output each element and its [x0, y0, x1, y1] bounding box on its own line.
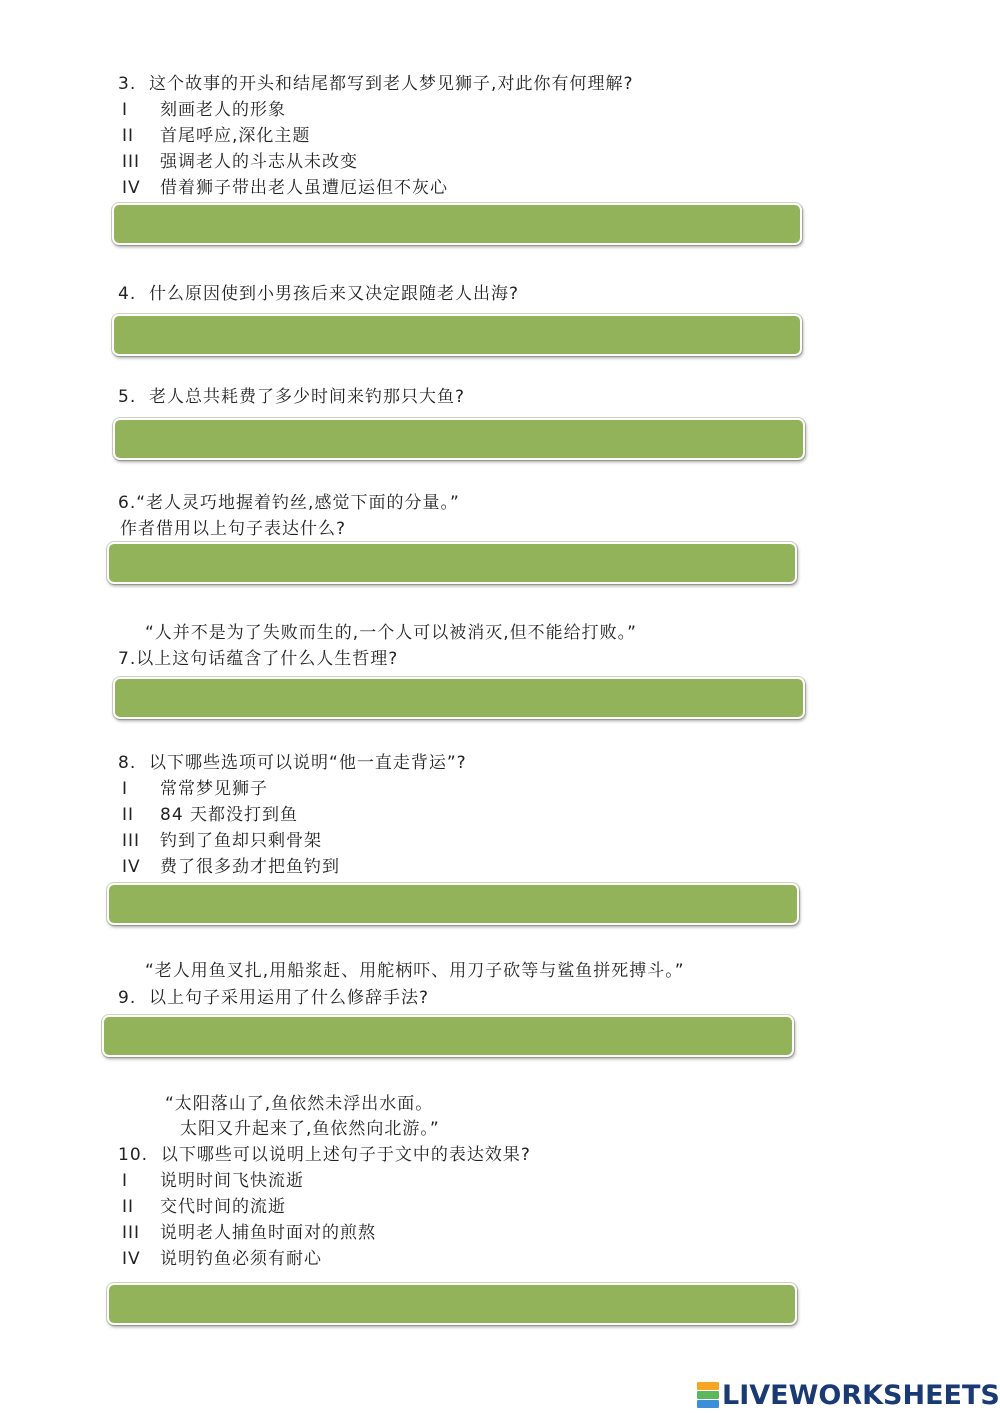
q10-answer-field[interactable] — [107, 1283, 797, 1325]
q6-prompt: 作者借用以上句子表达什么? — [120, 519, 347, 539]
q10-quote-line-1: “太阳落山了,鱼依然未浮出水面。 — [165, 1094, 434, 1114]
q10-prompt: 10. 以下哪些可以说明上述句子于文中的表达效果? — [118, 1145, 531, 1165]
q4-prompt: 4. 什么原因使到小男孩后来又决定跟随老人出海? — [118, 284, 520, 304]
q8-prompt: 8. 以下哪些选项可以说明“他一直走背运”? — [118, 753, 467, 773]
q5-prompt: 5. 老人总共耗费了多少时间来钓那只大鱼? — [118, 387, 466, 407]
q10-option-1: I 说明时间飞快流逝 — [122, 1171, 304, 1191]
q3-option-1: I 刻画老人的形象 — [122, 100, 286, 120]
q3-option-2: II 首尾呼应,深化主题 — [122, 126, 311, 146]
liveworksheets-logo-icon — [697, 1382, 719, 1408]
q7-prompt: 7.以上这句话蕴含了什么人生哲理? — [118, 649, 399, 669]
q10-option-3: III 说明老人捕鱼时面对的煎熬 — [122, 1223, 376, 1243]
q9-prompt: 9. 以上句子采用运用了什么修辞手法? — [118, 988, 430, 1008]
brand-name: LIVEWORKSHEETS — [722, 1379, 1000, 1411]
q10-option-4: IV 说明钓鱼必须有耐心 — [122, 1249, 322, 1269]
q4-answer-field[interactable] — [112, 314, 802, 356]
q6-answer-field[interactable] — [107, 542, 797, 584]
q8-option-1: I 常常梦见狮子 — [122, 779, 268, 799]
q7-answer-field[interactable] — [113, 677, 805, 719]
q3-option-4: IV 借着狮子带出老人虽遭厄运但不灰心 — [122, 178, 448, 198]
liveworksheets-logo — [697, 1378, 1000, 1412]
q6-quote: 6.“老人灵巧地握着钓丝,感觉下面的分量。” — [118, 493, 460, 513]
q10-option-2: II 交代时间的流逝 — [122, 1197, 286, 1217]
q8-answer-field[interactable] — [107, 883, 799, 925]
q8-option-3: III 钓到了鱼却只剩骨架 — [122, 831, 322, 851]
q3-prompt: 3. 这个故事的开头和结尾都写到老人梦见狮子,对此你有何理解? — [118, 74, 634, 94]
q9-quote: “老人用鱼叉扎,用船浆赶、用舵柄吓、用刀子砍等与鲨鱼拼死搏斗。” — [145, 961, 685, 981]
q5-answer-field[interactable] — [113, 418, 805, 460]
q10-quote-line-2: 太阳又升起来了,鱼依然向北游。” — [180, 1119, 440, 1139]
q9-answer-field[interactable] — [102, 1015, 794, 1057]
q8-option-2: II 84 天都没打到鱼 — [122, 805, 299, 825]
q3-option-3: III 强调老人的斗志从未改变 — [122, 152, 358, 172]
q8-option-4: IV 费了很多劲才把鱼钓到 — [122, 857, 340, 877]
q3-answer-field[interactable] — [112, 203, 802, 245]
q7-quote: “人并不是为了失败而生的,一个人可以被消灭,但不能给打败。” — [145, 623, 637, 643]
